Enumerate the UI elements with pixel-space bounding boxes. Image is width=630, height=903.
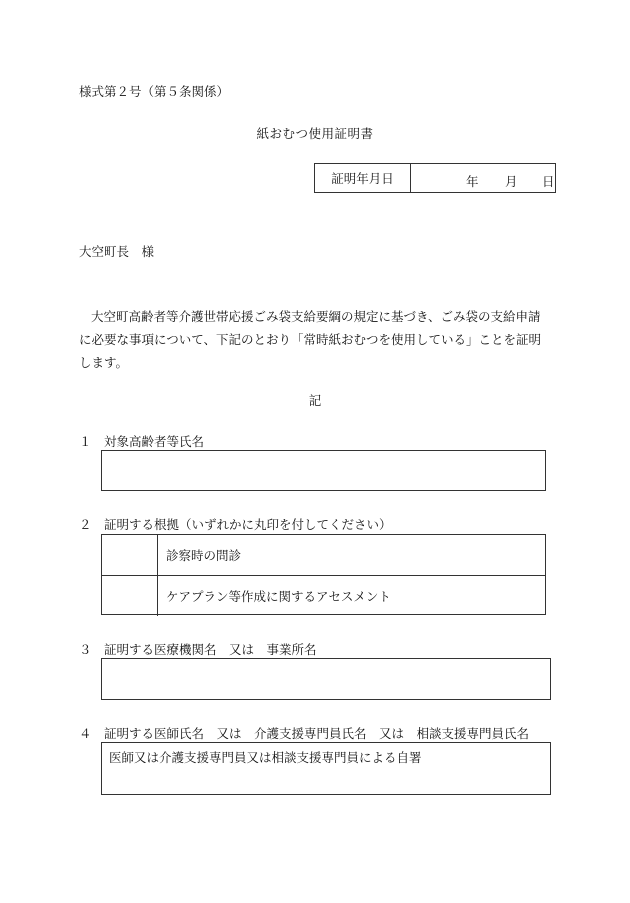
basis-mark-cell[interactable] [102, 576, 158, 616]
signature-field[interactable] [101, 742, 551, 795]
basis-option-label: 診察時の問診 [166, 548, 242, 563]
basis-option-label: ケアプラン等作成に関するアセスメント [166, 589, 391, 604]
target-name-field[interactable] [101, 450, 546, 491]
addressee: 大空町長 様 [79, 244, 155, 259]
body-paragraph [79, 305, 557, 374]
section-2-label: ２ 証明する根拠（いずれかに丸印を付してください） [79, 517, 392, 532]
certification-date-box [314, 163, 556, 193]
signature-note: 医師又は介護支援専門員又は相談支援専門員による自署 [109, 750, 422, 765]
certification-date-field[interactable] [411, 164, 555, 192]
section-4-label: ４ 証明する医師氏名 又は 介護支援専門員氏名 又は 相談支援専門員氏名 [79, 726, 530, 741]
basis-table [101, 534, 546, 615]
section-1-label: １ 対象高齢者等氏名 [79, 434, 205, 449]
day-label: 日 [542, 174, 555, 189]
document-title: 紙おむつ使用証明書 [256, 126, 374, 141]
body-line-2: に必要な事項について、下記のとおり「常時紙おむつを使用している」ことを証明 [79, 332, 542, 347]
basis-row [102, 535, 545, 575]
section-3-label: ３ 証明する医療機関名 又は 事業所名 [79, 642, 317, 657]
month-label: 月 [505, 174, 518, 189]
year-label: 年 [466, 174, 479, 189]
institution-name-field[interactable] [101, 658, 551, 700]
certification-date-label: 証明年月日 [315, 164, 411, 192]
basis-row [102, 575, 545, 616]
basis-mark-cell[interactable] [102, 535, 158, 575]
ki-heading: 記 [308, 393, 322, 408]
body-line-3: します。 [79, 355, 129, 370]
body-line-1: 大空町高齢者等介護世帯応援ごみ袋支給要綱の規定に基づき、ごみ袋の支給申請 [91, 309, 541, 324]
form-number: 様式第２号（第５条関係） [79, 84, 230, 99]
